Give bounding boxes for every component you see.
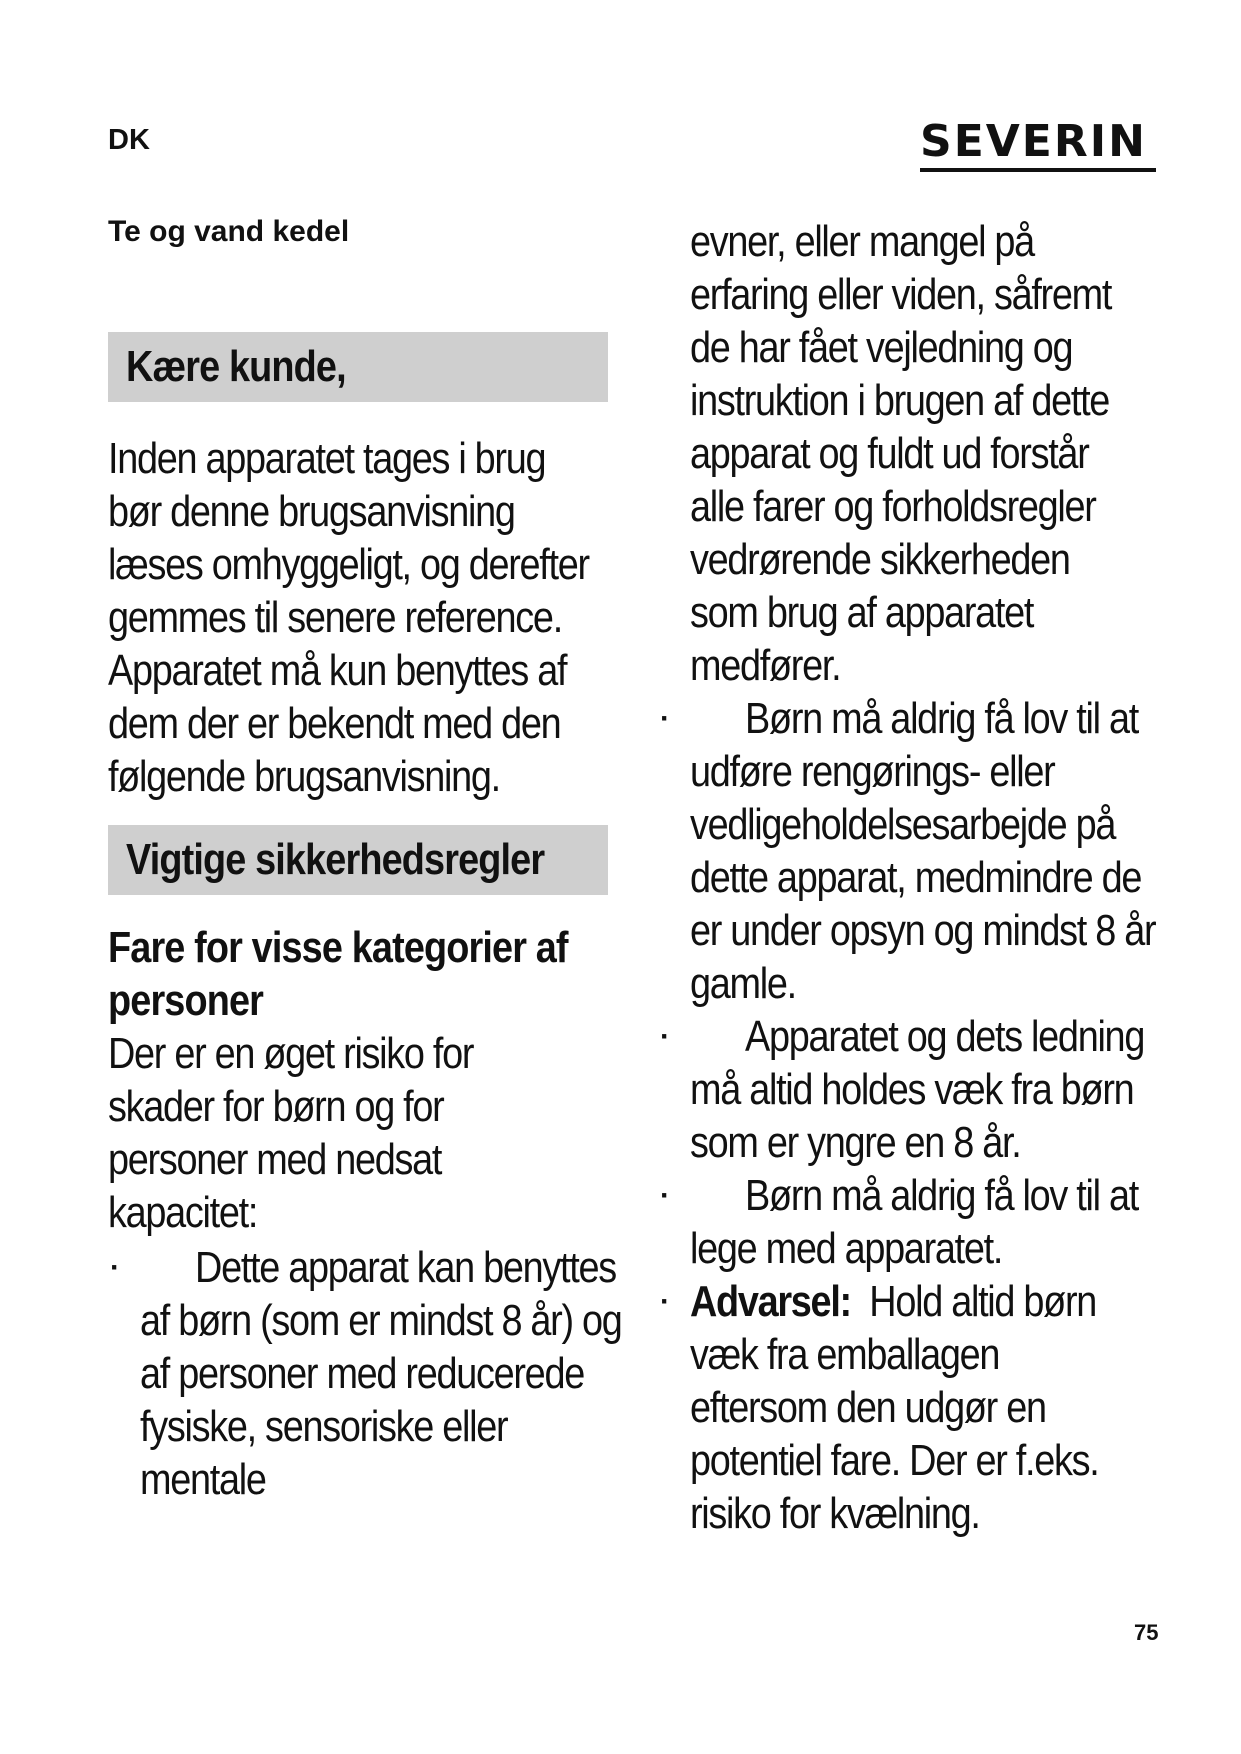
right-column <box>660 215 1190 1540</box>
warning-paragraph <box>690 1275 1137 1540</box>
bullet-item-4 <box>660 1169 1190 1275</box>
bullet-item-2 <box>660 692 1190 1010</box>
bullet-4-text: Børn må aldrig få lov til at lege med apparatet. <box>690 1171 1138 1273</box>
bullet-dot: · <box>660 1020 670 1053</box>
risk-paragraph: Der er en øget risiko for skader for børn og for personer med nedsat kapacitet: <box>108 1029 474 1237</box>
warning-text: Hold altid børn væk fra emballagen eftersom den udgør en potentiel fare. Der er f.eks. risiko for kvælning. <box>690 1277 1099 1538</box>
document-title: Te og vand kedel <box>108 215 350 248</box>
warning-label: Advarsel: <box>690 1277 851 1326</box>
bullet-dot: · <box>660 1179 670 1212</box>
bullet-1-text: Dette apparat kan benyttes af børn (som er mindst 8 år) og af personer med reducerede fysiske, sensoriske eller mentale <box>140 1243 622 1504</box>
heading-safety-rules <box>108 825 608 895</box>
left-column <box>108 332 648 1506</box>
bullet-dot: · <box>110 1251 120 1284</box>
bullet-3-text: Apparatet og dets ledning må altid holdes væk fra børn som er yngre en 8 år. <box>690 1012 1145 1167</box>
language-code: DK <box>108 124 150 156</box>
heading-dear-customer <box>108 332 608 402</box>
heading-safety-rules-text: Vigtige sikkerhedsregler <box>126 835 545 884</box>
warning-item <box>660 1275 1190 1540</box>
bullet-dot: · <box>660 702 670 735</box>
bullet-item-1 <box>110 1241 648 1506</box>
page-number: 75 <box>1134 1620 1159 1645</box>
bullet-2-text: Børn må aldrig få lov til at udføre rengørings- eller vedligeholdelsesarbejde på dette apparat, medmindre de er under opsyn og mindst 8 år gamle. <box>690 694 1156 1008</box>
intro-paragraph: Inden apparatet tages i brug bør denne brugsanvisning læses omhyggeligt, og derefter gemmes til senere reference. Apparatet må kun benyttes af dem der er bekendt med den følgende brugsanvisning. <box>108 434 589 801</box>
subheading-risk-categories: Fare for visse kategorier af personer <box>108 923 568 1025</box>
bullet-item-3 <box>660 1010 1190 1169</box>
heading-dear-customer-text: Kære kunde, <box>126 342 346 391</box>
bullet-dot: · <box>660 1285 670 1318</box>
severin-logo: SEVERIN <box>920 118 1156 172</box>
bullet-1-continuation: evner, eller mangel på erfaring eller viden, såfremt de har fået vejledning og instruktion i brugen af dette apparat og fuldt ud forstår alle farer og forholdsregler vedrørende sikkerheden som brug af apparatet medfører. <box>690 217 1112 690</box>
